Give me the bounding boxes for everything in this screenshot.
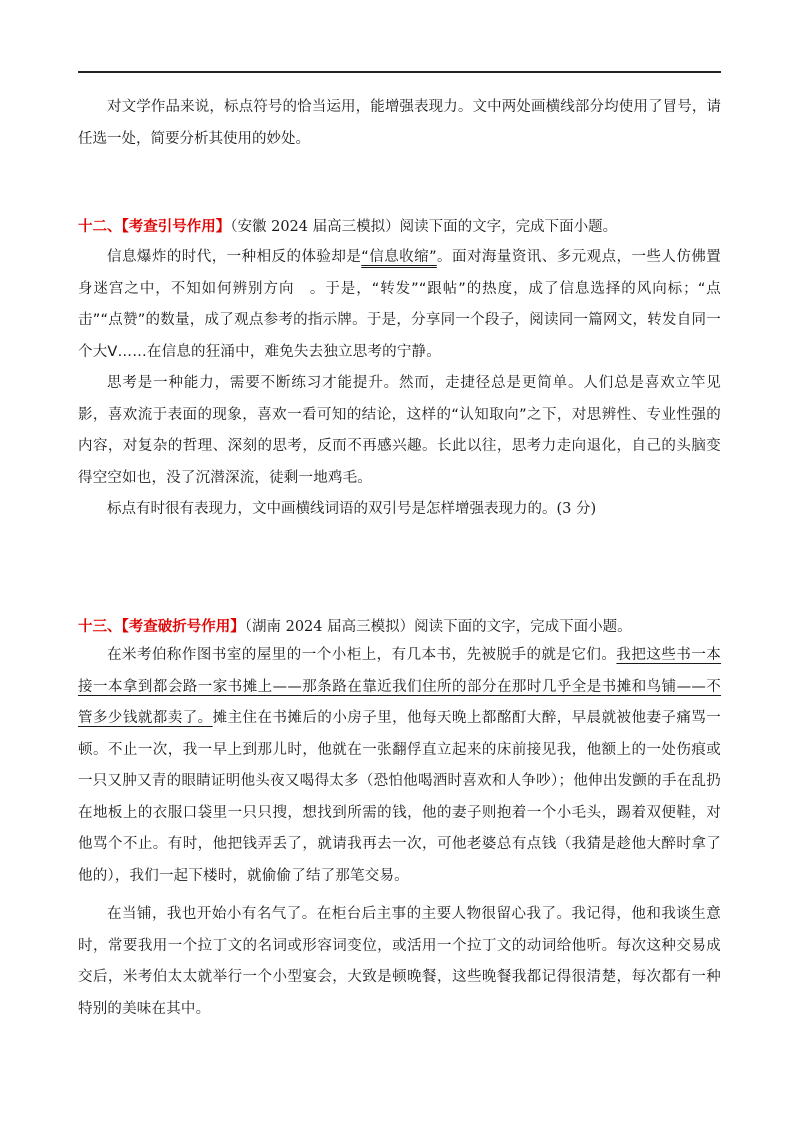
q13-tag: 【考查破折号作用】 bbox=[121, 618, 245, 635]
intro-question bbox=[78, 92, 721, 155]
q13-passage-paragraph-1 bbox=[78, 640, 721, 892]
q12-source: （安徽 2024 届高三模拟）阅读下面的文字，完成下面小题。 bbox=[230, 219, 618, 235]
q13-number: 十三、 bbox=[78, 618, 122, 635]
intro-question-text: 对文学作品来说，标点符号的恰当运用，能增强表现力。文中两处画横线部分均使用了冒号，请任选一处，简要分析其使用的妙处。 bbox=[78, 99, 721, 147]
q12-underlined-term: “信息收缩” bbox=[361, 249, 437, 265]
q12-p1-text-a: 信息爆炸的时代，一种相反的体验却是 bbox=[107, 249, 362, 265]
q13-p1-text-a: 在米考伯称作图书室的屋里的一个小柜上，有几本书，先被脱手的就是它们。 bbox=[107, 647, 617, 663]
q13-underlined-sentence: 我把这些书一本接一本拿到都会路一家书摊上——那条路在靠近我们住所的部分在那时几乎全是书摊和鸟铺——不管多少钱就都卖了。 bbox=[78, 647, 722, 726]
q12-passage-paragraph-2 bbox=[78, 368, 721, 494]
q13-header bbox=[78, 617, 721, 637]
q12-p1-text-b: 。面对海量资讯、多元观点，一些人仿佛置身迷宫之中，不知如何辨别方向 。于是，“转发”“跟帖”的热度，成了信息选择的风向标；“点击”“点赞”的数量，成了观点参考的指示牌。于是，分享同一个段子，阅读同一篇网文，转发自同一个大V……在信息的狂涌中，难免失去独立思考的宁静。 bbox=[78, 249, 721, 360]
q12-question bbox=[78, 494, 721, 526]
q13-p1-text-b: 摊主住在书摊后的小房子里，他每天晚上都酩酊大醉，早晨就被他妻子痛骂一顿。不止一次，我一早上到那儿时，他就在一张翻俘直立起来的床前接见我，他额上的一处伤痕或一只又肿又青的眼睛证明他头夜又喝得太多（恐怕他喝酒时喜欢和人争吵）；他伸出发颤的手在乱扔在地板上的衣服口袋里一只只搜，想找到所需的钱，他的妻子则抱着一个小毛头，踢着双便鞋，对他骂个不止。有时，他把钱弄丢了，就请我再去一次，可他老婆总有点钱（我猜是趁他大醉时拿了他的），我们一起下楼时，就偷偷了结了那笔交易。 bbox=[78, 710, 721, 884]
q12-tag: 【考查引号作用】 bbox=[121, 218, 231, 235]
q12-p2-text: 思考是一种能力，需要不断练习才能提升。然而，走捷径总是更简单。人们总是喜欢立竿见影，喜欢流于表面的现象，喜欢一看可知的结论，这样的“认知取向”之下，对思辨性、专业性强的内容，对复杂的哲理、深刻的思考，反而不再感兴趣。长此以往，思考力走向退化，自己的头脑变得空空如也，没了沉潜深流，徒剩一地鸡毛。 bbox=[78, 375, 721, 486]
q13-p2-text: 在当铺，我也开始小有名气了。在柜台后主事的主要人物很留心我了。我记得，他和我谈生意时，常要我用一个拉丁文的名词或形容词变位，或活用一个拉丁文的动词给他听。每次这种交易成交后，米考伯太太就举行一个小型宴会，大致是顿晚餐，这些晚餐我都记得很清楚，每次都有一种特别的美味在其中。 bbox=[78, 906, 721, 1017]
q12-question-text: 标点有时很有表现力，文中画横线词语的双引号是怎样增强表现力的。(3 分) bbox=[107, 501, 597, 517]
q13-passage-paragraph-2 bbox=[78, 899, 721, 1025]
q13-source: （湖南 2024 届高三模拟）阅读下面的文字，完成下面小题。 bbox=[244, 619, 632, 635]
q12-passage-paragraph-1 bbox=[78, 242, 721, 368]
q12-number: 十二、 bbox=[78, 218, 122, 235]
top-divider bbox=[78, 71, 721, 73]
q12-header bbox=[78, 217, 721, 237]
